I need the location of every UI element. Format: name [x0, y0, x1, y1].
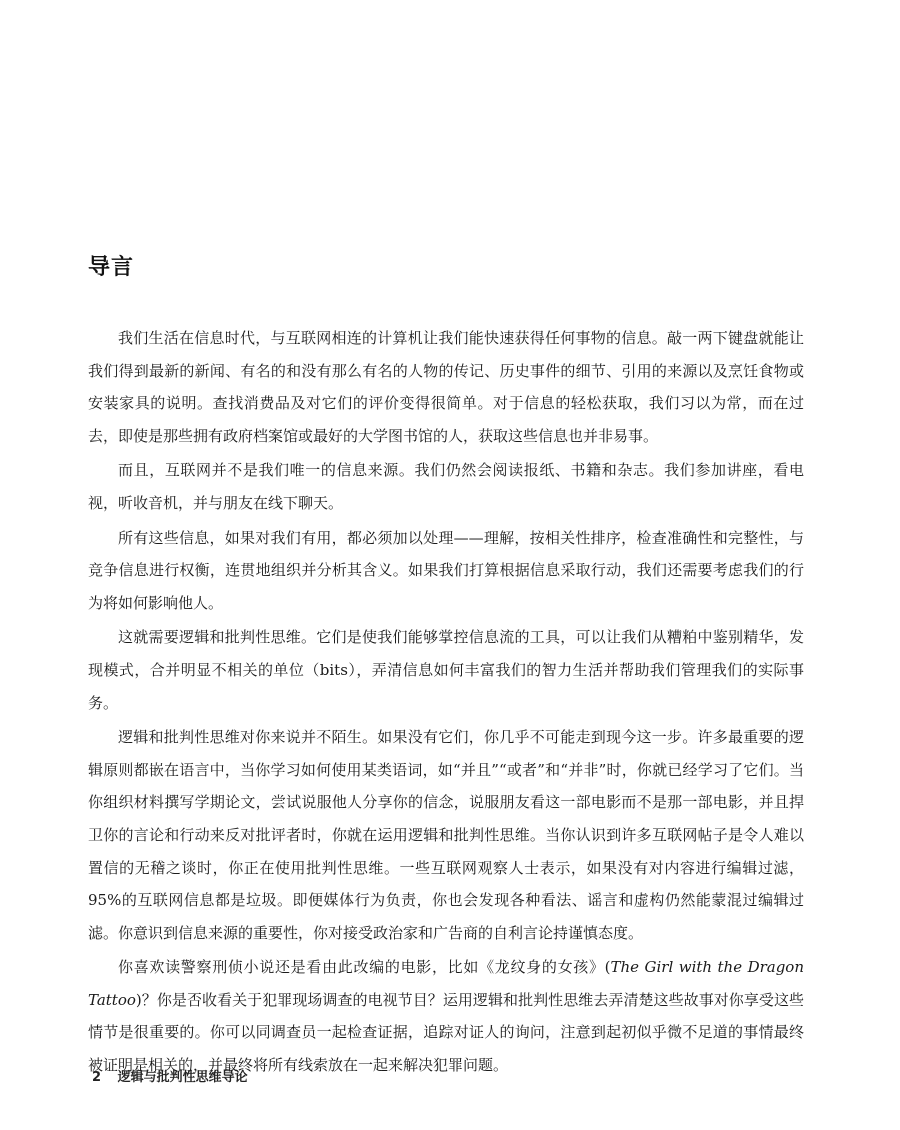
running-book-title: 逻辑与批判性思维导论	[117, 1070, 248, 1085]
paragraph-3: 所有这些信息，如果对我们有用，都必须加以处理——理解，按相关性排序，检查准确性和完整性，与竞争信息进行权衡，连贯地组织并分析其含义。如果我们打算根据信息采取行动，我们还需要考虑我们的行为将如何影响他人。	[88, 528, 804, 612]
paragraph-4: 这就需要逻辑和批判性思维。它们是使我们能够掌控信息流的工具，可以让我们从糟粕中鉴别精华，发现模式，合并明显不相关的单位（bits），弄清信息如何丰富我们的智力生活并帮助我们管理我们的实际事务。	[88, 628, 804, 712]
film-title: The Girl with the Dragon Tattoo	[88, 958, 804, 1009]
page-number: 2	[92, 1070, 102, 1085]
paragraph-1: 我们生活在信息时代，与互联网相连的计算机让我们能快速获得任何事物的信息。敲一两下键盘就能让我们得到最新的新闻、有名的和没有那么有名的人物的传记、历史事件的细节、引用的来源以及烹饪食物或安装家具的说明。查找消费品及对它们的评价变得很简单。对于信息的轻松获取，我们习以为常，而在过去，即使是那些拥有政府档案馆或最好的大学图书馆的人，获取这些信息也并非易事。	[88, 329, 804, 445]
paragraph-5: 逻辑和批判性思维对你来说并不陌生。如果没有它们，你几乎不可能走到现今这一步。许多最重要的逻辑原则都嵌在语言中，当你学习如何使用某类语词，如“并且”“或者”和“并非”时，你就已经学习了它们。当你组织材料撰写学期论文，尝试说服他人分享你的信念，说服朋友看这一部电影而不是那一部电影，并且捍卫你的言论和行动来反对批评者时，你就在运用逻辑和批判性思维。当你认识到许多互联网帖子是令人难以置信的无稽之谈时，你正在使用批判性思维。一些互联网观察人士表示，如果没有对内容进行编辑过滤，95%的互联网信息都是垃圾。即便媒体行为负责，你也会发现各种看法、谣言和虚构仍然能蒙混过编辑过滤。你意识到信息来源的重要性，你对接受政治家和广告商的自利言论持谨慎态度。	[88, 728, 804, 942]
paragraph-2: 而且，互联网并不是我们唯一的信息来源。我们仍然会阅读报纸、书籍和杂志。我们参加讲座，看电视，听收音机，并与朋友在线下聊天。	[88, 461, 804, 512]
paragraph-6-text-after: )？你是否收看关于犯罪现场调查的电视节目？运用逻辑和批判性思维去弄清楚这些故事对你享受这些情节是很重要的。你可以同调查员一起检查证据，追踪对证人的询问，注意到起初似乎微不足道的事情最终被证明是相关的，并最终将所有线索放在一起来解决犯罪问题。	[88, 990, 804, 1075]
section-heading: 导言	[88, 255, 135, 280]
page-footer	[92, 1066, 248, 1085]
paragraph-6	[88, 951, 804, 1081]
paragraph-6-text-before: 你喜欢读警察刑侦小说还是看由此改编的电影，比如《龙纹身的女孩》(	[118, 958, 611, 977]
body-text	[88, 322, 804, 1084]
